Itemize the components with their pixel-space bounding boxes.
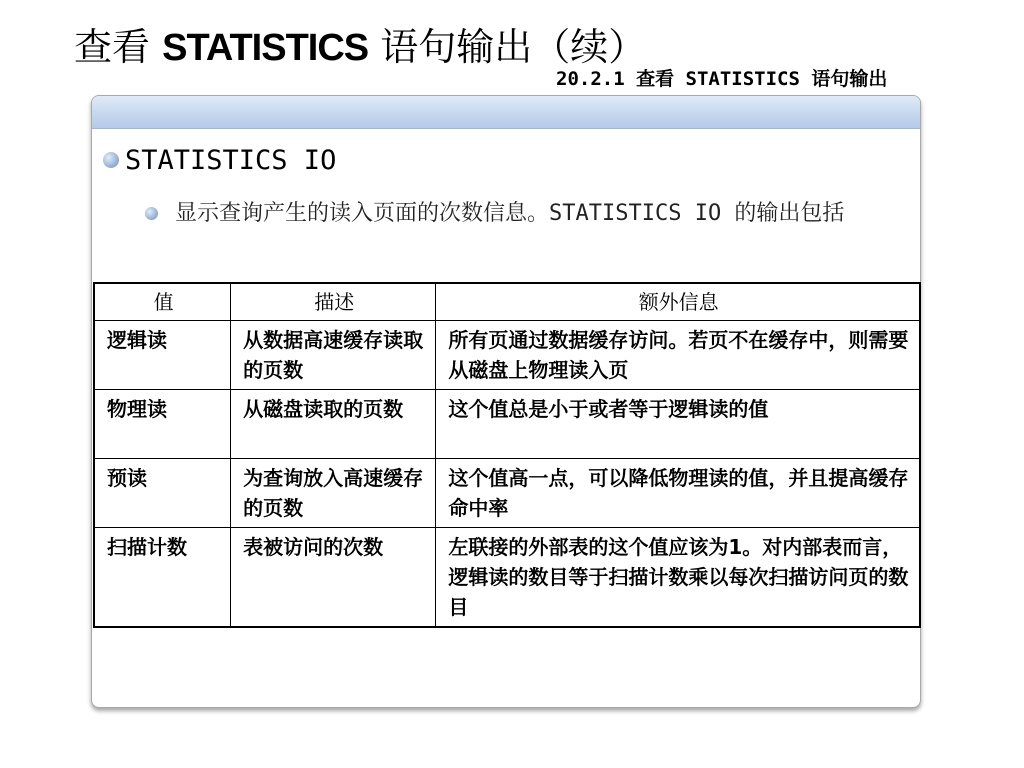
header-value: 值	[94, 283, 231, 321]
cell-description: 从磁盘读取的页数	[231, 390, 436, 459]
cell-value: 物理读	[94, 390, 231, 459]
bullet-dot-icon	[103, 152, 119, 168]
cell-extra: 所有页通过数据缓存访问。若页不在缓存中，则需要从磁盘上物理读入页	[436, 321, 920, 390]
panel-header-band	[92, 96, 920, 129]
bullet-level1	[103, 142, 336, 180]
header-extra: 额外信息	[436, 283, 920, 321]
title-suffix: 语句输出（续）	[368, 25, 647, 69]
cell-extra: 这个值总是小于或者等于逻辑读的值	[436, 390, 920, 459]
cell-description: 从数据高速缓存读取的页数	[231, 321, 436, 390]
cell-description: 表被访问的次数	[231, 528, 436, 628]
bullet-level1-text: STATISTICS IO	[125, 145, 337, 176]
table-row	[94, 528, 920, 628]
table-row	[94, 321, 920, 390]
cell-extra: 这个值高一点，可以降低物理读的值，并且提高缓存命中率	[436, 459, 920, 528]
section-subtitle: 20.2.1 查看 STATISTICS 语句输出	[556, 68, 888, 90]
table-row	[94, 390, 920, 459]
table-header-row	[94, 283, 920, 321]
cell-extra: 左联接的外部表的这个值应该为1。对内部表而言，逻辑读的数目等于扫描计数乘以每次扫描访问页的数目	[436, 528, 920, 628]
bullet-dot-icon	[145, 207, 158, 220]
header-description: 描述	[231, 283, 436, 321]
bullet-level2-text: 显示查询产生的读入页面的次数信息。STATISTICS IO 的输出包括	[175, 201, 845, 226]
title-latin: STATISTICS	[162, 27, 369, 69]
statistics-io-table	[93, 282, 921, 628]
cell-value: 预读	[94, 459, 231, 528]
cell-value: 逻辑读	[94, 321, 231, 390]
bullet-level2	[145, 198, 915, 229]
cell-value: 扫描计数	[94, 528, 231, 628]
table-row	[94, 459, 920, 528]
title-prefix: 查看	[74, 25, 163, 69]
cell-description: 为查询放入高速缓存的页数	[231, 459, 436, 528]
